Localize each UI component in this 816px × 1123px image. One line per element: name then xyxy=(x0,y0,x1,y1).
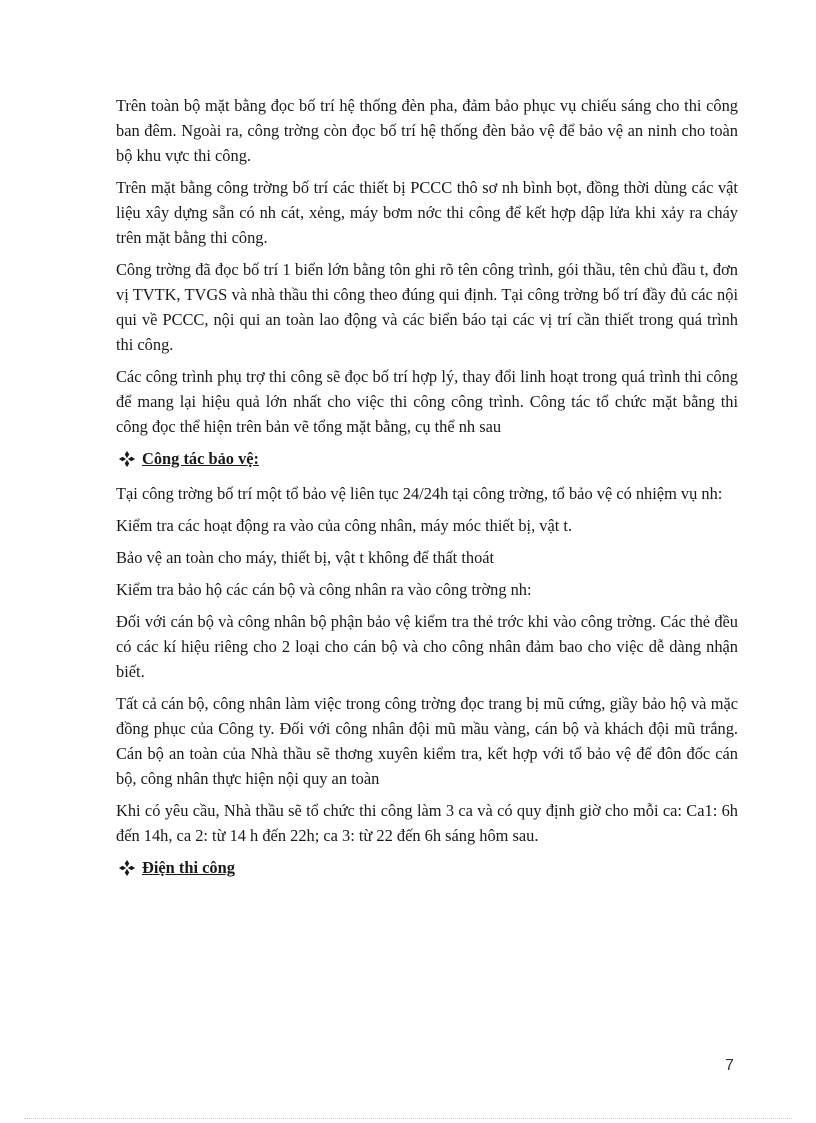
paragraph-lighting: Trên toàn bộ mặt bằng đọc bố trí hệ thống đèn pha, đảm bảo phục vụ chiếu sáng cho thi công ban đêm. Ngoài ra, công trờng còn đọc bố trí hệ thống đèn bảo vệ để bảo vệ an ninh cho toàn bộ khu vực thi công. xyxy=(116,96,738,165)
four-diamond-bullet-icon xyxy=(118,450,136,468)
paragraph-protect-equipment: Bảo vệ an toàn cho máy, thiết bị, vật t không để thất thoát xyxy=(116,548,495,567)
section-heading-electricity xyxy=(116,855,738,880)
paragraph-auxiliary-works: Các công trình phụ trợ thi công sẽ đọc bố trí hợp lý, thay đổi linh hoạt trong quá trình thi công để mang lại hiệu quả lớn nhất cho việc thi công công trình. Công tác tổ chức mặt bằng thi công đọc thể hiện trên bản vẽ tổng mặt bằng, cụ thể nh sau xyxy=(116,367,738,436)
paragraph-site-sign: Công trờng đã đọc bố trí 1 biển lớn bằng tôn ghi rõ tên công trình, gói thầu, tên chủ đầu t, đơn vị TVTK, TVGS và nhà thầu thi công theo đúng qui định. Tại công trờng bố trí đầy đủ các nội qui về PCCC, nội qui an toàn lao động và các biển báo tại các vị trí cần thiết trong quá trình thi công. xyxy=(116,260,738,354)
page-number: 7 xyxy=(725,1057,734,1074)
document-body xyxy=(116,93,738,890)
paragraph-security-team: Tại công trờng bố trí một tổ bảo vệ liên tục 24/24h tại công trờng, tổ bảo vệ có nhiệm vụ nh: xyxy=(116,484,723,503)
section-heading-security xyxy=(116,446,738,471)
section-heading-text: Công tác bảo vệ: xyxy=(142,449,259,468)
page-bottom-divider xyxy=(24,1118,792,1119)
paragraph-check-activities: Kiểm tra các hoạt động ra vào của công nhân, máy móc thiết bị, vật t. xyxy=(116,516,573,535)
section-heading-text: Điện thi công xyxy=(142,858,235,877)
paragraph-id-cards: Đối với cán bộ và công nhân bộ phận bảo vệ kiểm tra thẻ trớc khi vào công trờng. Các thẻ đều có các kí hiệu riêng cho 2 loại cho cán bộ và cho công nhân đảm bao cho việc dễ dàng nhận biết. xyxy=(116,612,738,681)
paragraph-check-protection: Kiểm tra bảo hộ các cán bộ và công nhân ra vào công trờng nh: xyxy=(116,580,532,599)
paragraph-fire-safety: Trên mặt bằng công trờng bố trí các thiết bị PCCC thô sơ nh bình bọt, đồng thời dùng các vật liệu xây dựng sẵn có nh cát, xẻng, máy bơm nớc thi công để kết hợp dập lửa khi xảy ra cháy trên mặt bằng thi công. xyxy=(116,178,738,247)
four-diamond-bullet-icon xyxy=(118,859,136,877)
paragraph-shifts: Khi có yêu cầu, Nhà thầu sẽ tổ chức thi công làm 3 ca và có quy định giờ cho mỗi ca: Ca1: 6h đến 14h, ca 2: từ 14 h đến 22h; ca 3: từ 22 đến 6h sáng hôm sau. xyxy=(116,801,738,845)
paragraph-uniforms: Tất cả cán bộ, công nhân làm việc trong công trờng đọc trang bị mũ cứng, giầy bảo hộ và mặc đồng phục của Công ty. Đối với công nhân đội mũ mầu vàng, cán bộ và khách đội mũ trắng. Cán bộ an toàn của Nhà thầu sẽ thơng xuyên kiểm tra, kết hợp với tổ bảo vệ để đôn đốc cán bộ, công nhân thực hiện nội quy an toàn xyxy=(116,694,738,788)
